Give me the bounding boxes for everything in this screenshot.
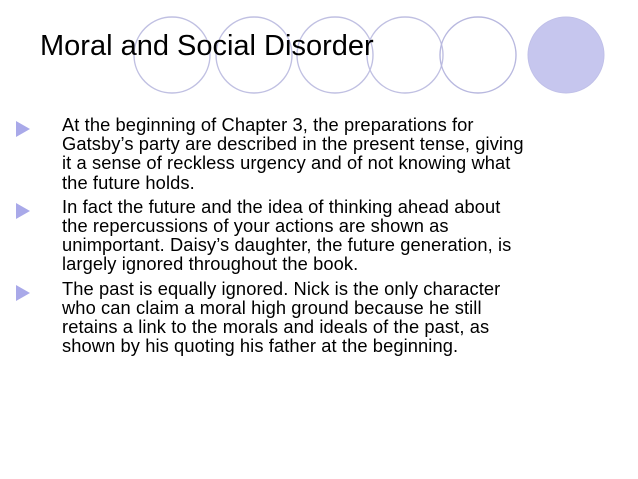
bullet-line: the future holds. [62, 171, 195, 193]
bullet-text [62, 197, 612, 274]
bullet-text [62, 279, 612, 356]
decor-circle-outline-4 [367, 17, 443, 93]
bullet-list [12, 115, 612, 355]
bullet-line: it a sense of reckless urgency and of not knowing what [62, 152, 511, 174]
bullet-line: unimportant. Daisy’s daughter, the future generation, is [62, 234, 512, 256]
bullet-text [62, 115, 612, 192]
bullet-line: The past is equally ignored. Nick is the only character [62, 277, 501, 299]
slide-title: Moral and Social Disorder [40, 30, 374, 62]
bullet-line: who can claim a moral high ground because he still [62, 296, 482, 318]
bullet-line: At the beginning of Chapter 3, the preparations for [62, 114, 474, 135]
bullet-item [12, 279, 612, 356]
bullet-line: the repercussions of your actions are shown as [62, 215, 449, 237]
bullet-line: Gatsby’s party are described in the present tense, giving [62, 133, 524, 155]
bullet-line: shown by his quoting his father at the beginning. [62, 335, 459, 357]
bullet-line: largely ignored throughout the book. [62, 253, 359, 275]
bullet-line: retains a link to the morals and ideals of the past, as [62, 316, 490, 338]
triangle-bullet-icon [16, 121, 30, 137]
decor-circle-outline-5 [440, 17, 516, 93]
bullet-item [12, 115, 612, 192]
bullet-item [12, 197, 612, 274]
triangle-bullet-icon [16, 203, 30, 219]
decor-circle-filled [528, 17, 604, 93]
bullet-line: In fact the future and the idea of thinking ahead about [62, 195, 501, 217]
triangle-bullet-icon [16, 285, 30, 301]
